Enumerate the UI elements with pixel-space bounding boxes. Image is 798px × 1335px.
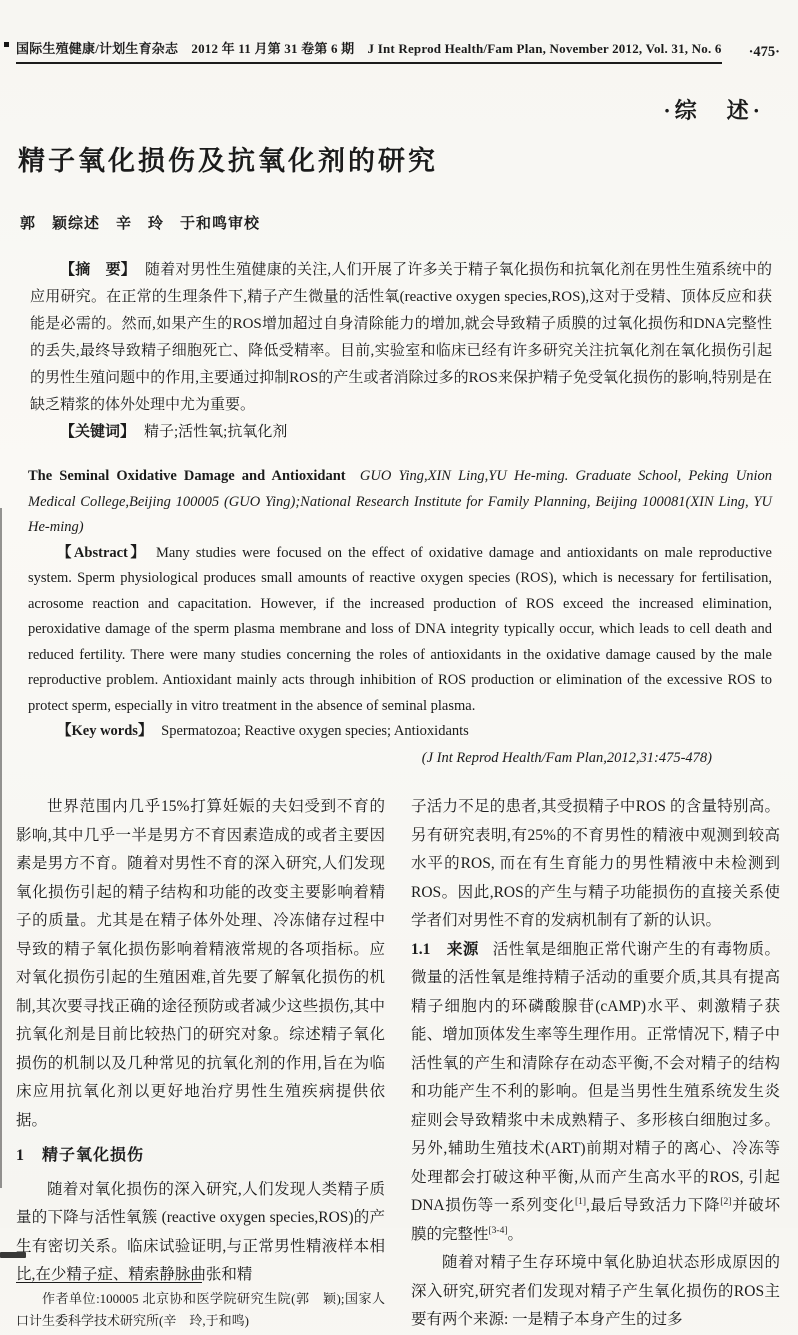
article-authors: 郭 颖综述 辛 玲 于和鸣审校 xyxy=(20,216,261,232)
intro-paragraph: 世界范围内几乎15%打算妊娠的夫妇受到不育的影响,其中几乎一半是男方不育因素造成的或者主要因素是男方不育。随着对男性不育的深入研究,人们发现氧化损伤引起的精子结构和功能的改变主要影响着精子的质量。尤其是在精子体外处理、冷冻储存过程中导致的精子氧化损伤影响着精液常规的各项指标。应对氧化损伤引起的生殖困难,首先要了解氧化损伤的机制,其次要寻找正确的途径预防或者减少这些损伤,其中抗氧化剂是目前比较热门的研究对象。综述精子氧化损伤的机制以及几种常见的抗氧化剂的作用,旨在为临床应用抗氧化剂以更好地治疗男性生殖疾病提供依据。 xyxy=(16,798,385,1129)
left-column xyxy=(16,793,385,1333)
english-keywords-label: 【Key words】 xyxy=(57,723,153,739)
section-1-1-paragraph xyxy=(411,936,780,1250)
section-1-paragraph-continued: 子活力不足的患者,其受损精子中ROS 的含量特别高。另有研究表明,有25%的不育男性的精液中观测到较高水平的ROS, 而在有生育能力的男性精液中未检测到ROS。因此,ROS的产生与精子功能损伤的直接关系使学者们对男性不育的发病机制有了新的认识。 xyxy=(411,798,780,929)
section-1-1-text: 。 xyxy=(507,1225,524,1243)
scan-speck-top-left xyxy=(4,42,9,47)
footnote-divider xyxy=(16,1282,202,1283)
english-authors-affiliations: GUO Ying,XIN Ling,YU He-ming. Graduate School, Peking Union Medical College,Beijing 100005 (GUO Ying);National Research Institute for Family Planning, Beijing 100081(XIN Ling, YU He-ming) xyxy=(28,468,773,535)
english-title-block xyxy=(28,464,772,541)
reference-marker-1: [1] xyxy=(574,1196,587,1207)
section-1-1-text: ,最后导致活力下降 xyxy=(586,1197,721,1214)
abstract-label: 【摘 要】 xyxy=(60,262,137,278)
english-abstract-section xyxy=(28,464,772,771)
journal-header-line: 国际生殖健康/计划生育杂志 2012 年 11 月第 31 卷第 6 期 J Int Reprod Health/Fam Plan, November 2012, Vol. 31, No. 6 xyxy=(16,38,722,64)
sources-paragraph: 随着对精子生存环境中氧化胁迫状态形成原因的深入研究,研究者们发现对精子产生氧化损伤的ROS主要有两个来源: 一是精子本身产生的过多 xyxy=(411,1254,780,1328)
abstract-paragraph xyxy=(30,257,772,419)
body-columns xyxy=(16,793,780,1333)
scan-edge-line xyxy=(0,508,2,1188)
english-abstract-paragraph xyxy=(28,541,772,720)
keywords-paragraph xyxy=(30,419,772,446)
english-keywords-paragraph xyxy=(28,719,772,745)
journal-page xyxy=(0,38,798,1328)
keywords-text: 精子;活性氧;抗氧化剂 xyxy=(144,424,288,440)
english-abstract-text: Many studies were focused on the effect of oxidative damage and antioxidants on male reproductive system. Sperm physiological produces small amounts of reactive oxygen species (ROS), which is necessary for fertilisation, acrosome reaction and capacitation. However, if the increased production of ROS exceed the increased elimination, peroxidative damage of the sperm plasma membrane and loss of DNA integrity typically occur, which leads to cell death and reduced fertility. There were many studies concerning the roles of antioxidants in the oxidative damage caused by the male reproductive problem. Antioxidant mainly acts through inhibition of ROS production or elimination of the excessive ROS to protect sperm, especially in vitro treatment in the absence of seminal plasma. xyxy=(28,544,772,714)
keywords-label: 【关键词】 xyxy=(60,424,136,440)
english-abstract-label: 【Abstract】 xyxy=(57,544,148,561)
page-number: ·475· xyxy=(748,44,780,60)
abstract-text: 随着对男性生殖健康的关注,人们开展了许多关于精子氧化损伤和抗氧化剂在男性生殖系统中的应用研究。在正常的生理条件下,精子产生微量的活性氧(reactive oxygen species,ROS),这对于受精、顶体反应和获能是必需的。然而,如果产生的ROS增加超过自身清除能力的增加,就会导致精子质膜的过氧化损伤和DNA完整性的丢失,最终导致精子细胞死亡、降低受精率。目前,实验室和临床已经有许多研究关注抗氧化剂在氧化损伤引起的男性生殖问题中的作用,主要通过抑制ROS的产生或者消除过多的ROS来保护精子免受氧化损伤的影响,特别是在缺乏精浆的体外处理中尤为重要。 xyxy=(30,262,772,413)
page-header xyxy=(16,38,780,64)
english-title: The Seminal Oxidative Damage and Antioxidant xyxy=(28,468,346,484)
article-title: 精子氧化损伤及抗氧化剂的研究 xyxy=(18,146,438,176)
section-1-1-text: 活性氧是细胞正常代谢产生的有毒物质。微量的活性氧是维持精子活动的重要介质,其具有提高精子细胞内的环磷酸腺苷(cAMP)水平、刺激精子获能、增加顶体发生率等生理作用。正常情况下, 精子中活性氧的产生和清除存在动态平衡,不会对精子的结构和功能产生不利的影响。但是当男性生殖系统发生炎症则会导致精浆中未成熟精子、多形核白细胞过多。另外,辅助生殖技术(ART)前期对精子的离心、冷冻等处理都会打破这种平衡,从而产生高水平的ROS, 引起DNA损伤等一系列变化 xyxy=(411,940,780,1214)
section-1-1-text: 并破坏膜的完整性 xyxy=(411,1197,780,1243)
author-affiliation-footnote xyxy=(16,1282,385,1331)
english-keywords-text: Spermatozoa; Reactive oxygen species; Antioxidants xyxy=(161,723,469,739)
chinese-abstract-section xyxy=(30,257,772,446)
journal-citation: (J Int Reprod Health/Fam Plan,2012,31:475-478) xyxy=(421,749,712,766)
section-1-heading: 1 精子氧化损伤 xyxy=(16,1147,145,1164)
reference-marker-3-4: [3-4] xyxy=(488,1225,508,1236)
reference-marker-2: [2] xyxy=(720,1196,732,1207)
section-1-1-heading: 1.1 来源 xyxy=(411,940,479,958)
article-category-badge: ·综 述· xyxy=(663,98,764,123)
section-1-paragraph: 随着对氧化损伤的深入研究,人们发现人类精子质量的下降与活性氧簇 (reactive oxygen species,ROS)的产生有密切关系。临床试验证明,与正常男性精液样本相比,在少精子症、精索静脉曲张和精 xyxy=(16,1180,385,1283)
right-column xyxy=(411,793,780,1333)
footnote-text: 作者单位:100005 北京协和医学院研究生院(郭 颖);国家人口计生委科学技术研究所(辛 玲,于和鸣) xyxy=(16,1291,385,1328)
